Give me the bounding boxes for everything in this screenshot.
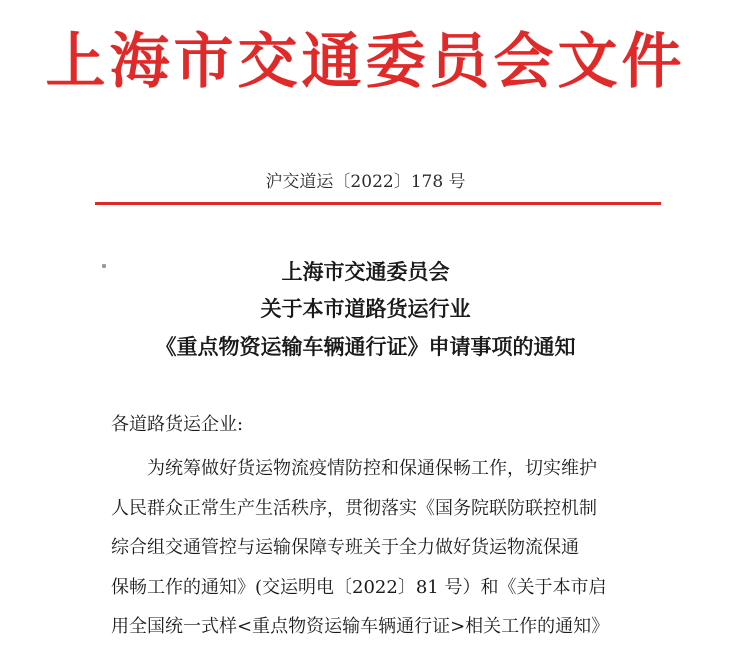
issuer-red-header: 上海市交通委员会文件 bbox=[45, 27, 686, 97]
body-line: 保畅工作的通知》(交运明电〔2022〕81 号）和《关于本市启 bbox=[111, 577, 607, 598]
title-line-3: 《重点物资运输车辆通行证》申请事项的通知 bbox=[155, 334, 576, 359]
body-line: 用全国统一式样<重点物资运输车辆通行证>相关工作的通知》 bbox=[111, 616, 610, 637]
salutation: 各道路货运企业: bbox=[111, 414, 244, 435]
body-line: 为统筹做好货运物流疫情防控和保通保畅工作，切实维护 bbox=[147, 458, 597, 479]
red-divider-line bbox=[95, 202, 661, 205]
title-line-1: 上海市交通委员会 bbox=[281, 259, 450, 284]
title-line-2: 关于本市道路货运行业 bbox=[260, 296, 471, 321]
body-line: 综合组交通管控与运输保障专班关于全力做好货运物流保通 bbox=[111, 537, 579, 558]
body-line: 人民群众正常生产生活秩序，贯彻落实《国务院联防联控机制 bbox=[111, 498, 597, 519]
document-number: 沪交道运〔2022〕178 号 bbox=[265, 172, 466, 192]
